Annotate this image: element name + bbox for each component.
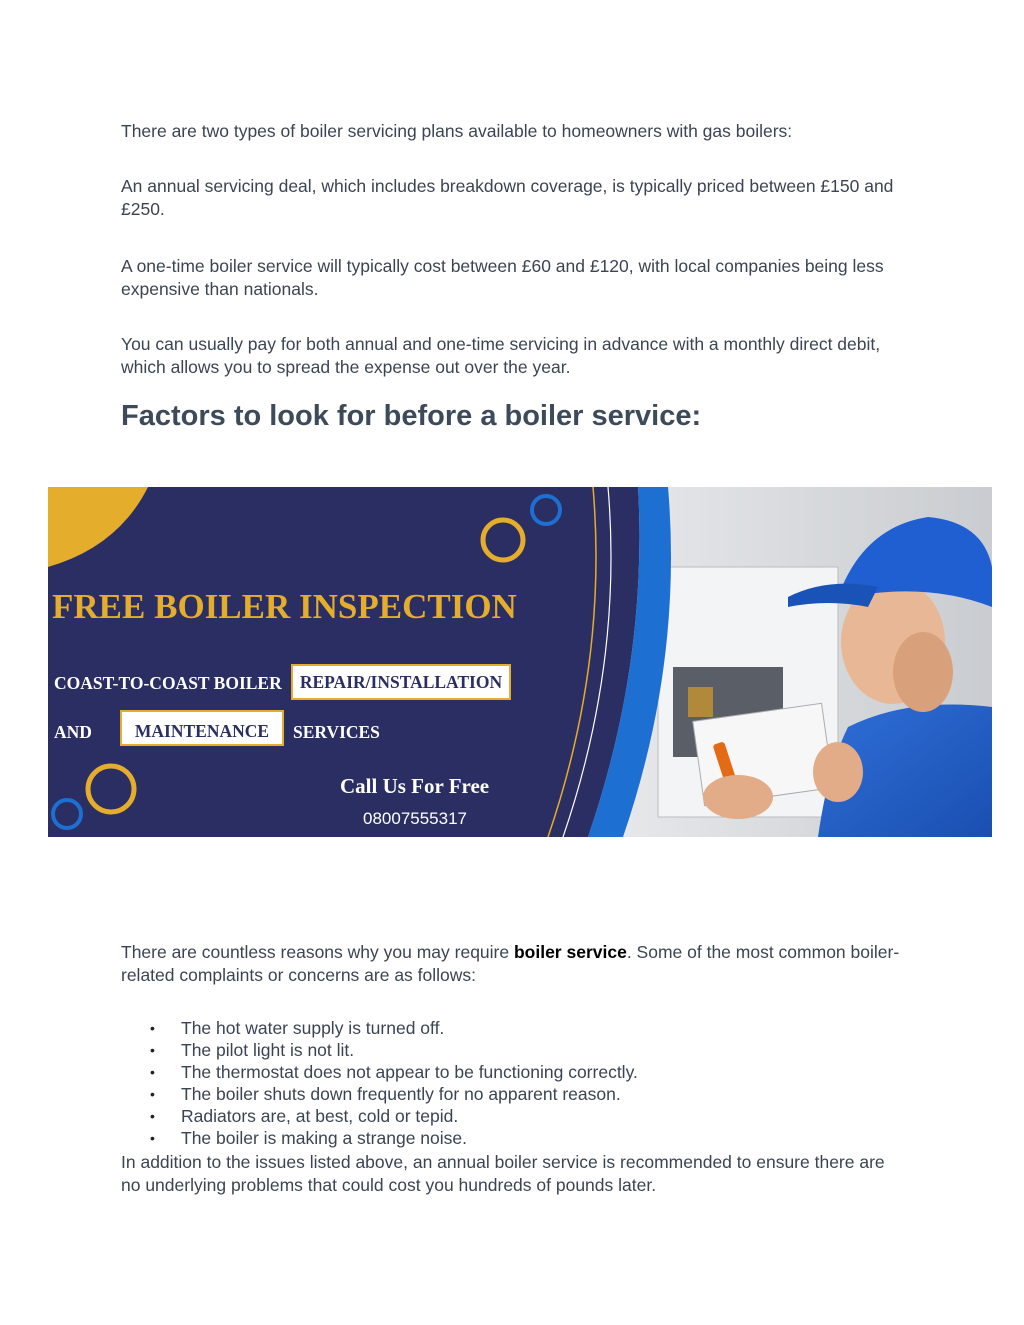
payment-paragraph: You can usually pay for both annual and one-time servicing in advance with a monthly direct debit, which allows you to spread the expense out over the year. <box>121 334 881 377</box>
banner-line1-text: COAST-TO-COAST BOILER <box>54 673 282 693</box>
phone-number: 08007555317 <box>363 809 468 828</box>
section-heading: Factors to look for before a boiler service: <box>121 400 702 432</box>
list-item: • The boiler is making a strange noise. <box>121 1127 901 1149</box>
list-item: • Radiators are, at best, cold or tepid. <box>121 1105 901 1127</box>
banner-and-text: AND <box>54 722 92 742</box>
one-time-service-paragraph: A one-time boiler service will typically cost between £60 and £120, with local companies being less expensive than nationals. <box>121 256 884 299</box>
banner-services-text: SERVICES <box>293 722 380 742</box>
annual-plan-paragraph: An annual servicing deal, which includes breakdown coverage, is typically priced between £150 and £250. <box>121 176 894 219</box>
repair-installation-label: REPAIR/INSTALLATION <box>299 672 503 692</box>
intro-paragraph: There are two types of boiler servicing plans available to homeowners with gas boilers: <box>121 121 793 141</box>
banner-graphic <box>48 487 992 837</box>
list-item: • The thermostat does not appear to be functioning correctly. <box>121 1061 901 1083</box>
banner-title: FREE BOILER INSPECTION <box>52 587 517 626</box>
call-us-text: Call Us For Free <box>340 774 490 798</box>
reasons-text-end: . Some of the most common boiler-related complaints or concerns are as follows: <box>121 942 900 985</box>
boiler-inspection-banner <box>48 487 992 837</box>
maintenance-label: MAINTENANCE <box>134 721 270 741</box>
list-item: • The boiler shuts down frequently for no apparent reason. <box>121 1083 901 1105</box>
list-item: • The hot water supply is turned off. <box>121 1017 901 1039</box>
complaints-list <box>121 1017 901 1149</box>
reasons-text-start: There are countless reasons why you may require <box>121 942 514 962</box>
reasons-paragraph <box>121 941 901 986</box>
list-item: • The pilot light is not lit. <box>121 1039 901 1061</box>
boiler-service-link[interactable]: boiler service <box>513 942 627 962</box>
closing-paragraph: In addition to the issues listed above, an annual boiler service is recommended to ensure there are no underlying problems that could cost you hundreds of pounds later. <box>121 1152 885 1195</box>
